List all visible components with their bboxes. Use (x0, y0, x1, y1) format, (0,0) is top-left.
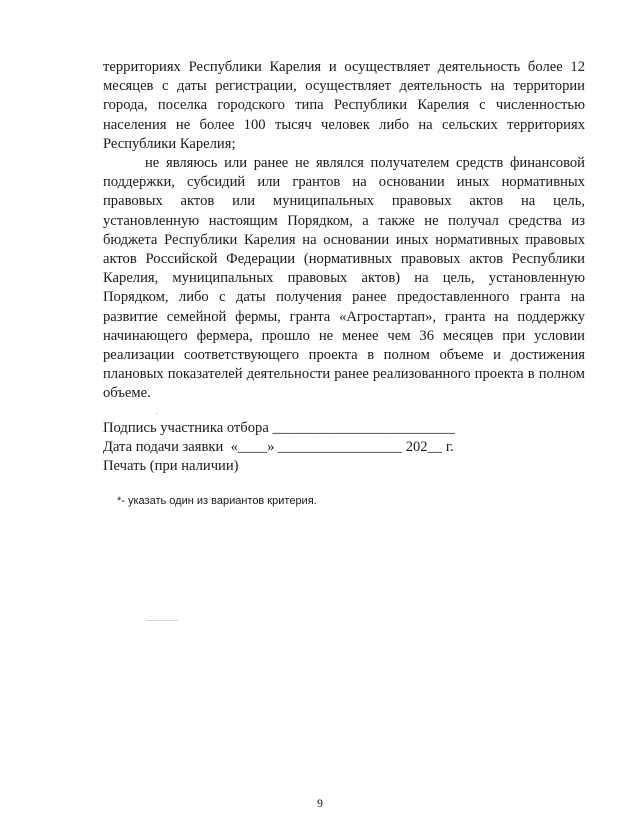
signature-line: Подпись участника отбора _________________________ (103, 420, 455, 436)
scan-artifact (146, 620, 178, 621)
signature-block (103, 419, 585, 477)
paragraph-continuation: территориях Республики Карелия и осуществляет деятельность более 12 месяцев с даты регистрации, осуществляет деятельность на территории города, поселка городского типа Республики Карелия с численностью населения не более 100 тысяч человек либо на сельских территориях Республики Карелия; (103, 59, 585, 152)
seal-line: Печать (при наличии) (103, 458, 239, 475)
scan-artifact (156, 413, 158, 414)
body-text (103, 58, 585, 404)
paragraph-criterion: не являюсь или ранее не являлся получателем средств финансовой поддержки, субсидий или грантов на основании иных нормативных правовых актов или муниципальных правовых актов на цель, установленную настоящим Порядком, а также не получал средства из бюджета Республики Карелия на основании иных нормативных правовых актов Российской Федерации (нормативных правовых актов Республики Карелия, муниципальных правовых актов) на цель, установленную Порядком, либо с даты получения ранее предоставленного гранта на развитие семейной фермы, гранта «Агростартап», гранта на поддержку начинающего фермера, прошло не менее чем 36 месяцев при условии реализации соответствующего проекта в полном объеме и достижения плановых показателей деятельности ранее реализованного проекта в полном объеме. (103, 155, 585, 402)
footnote: *- указать один из вариантов критерия. (117, 495, 317, 507)
date-line: Дата подачи заявки «____» _________________ 202__ г. (103, 439, 454, 456)
page-number: 9 (317, 796, 323, 810)
